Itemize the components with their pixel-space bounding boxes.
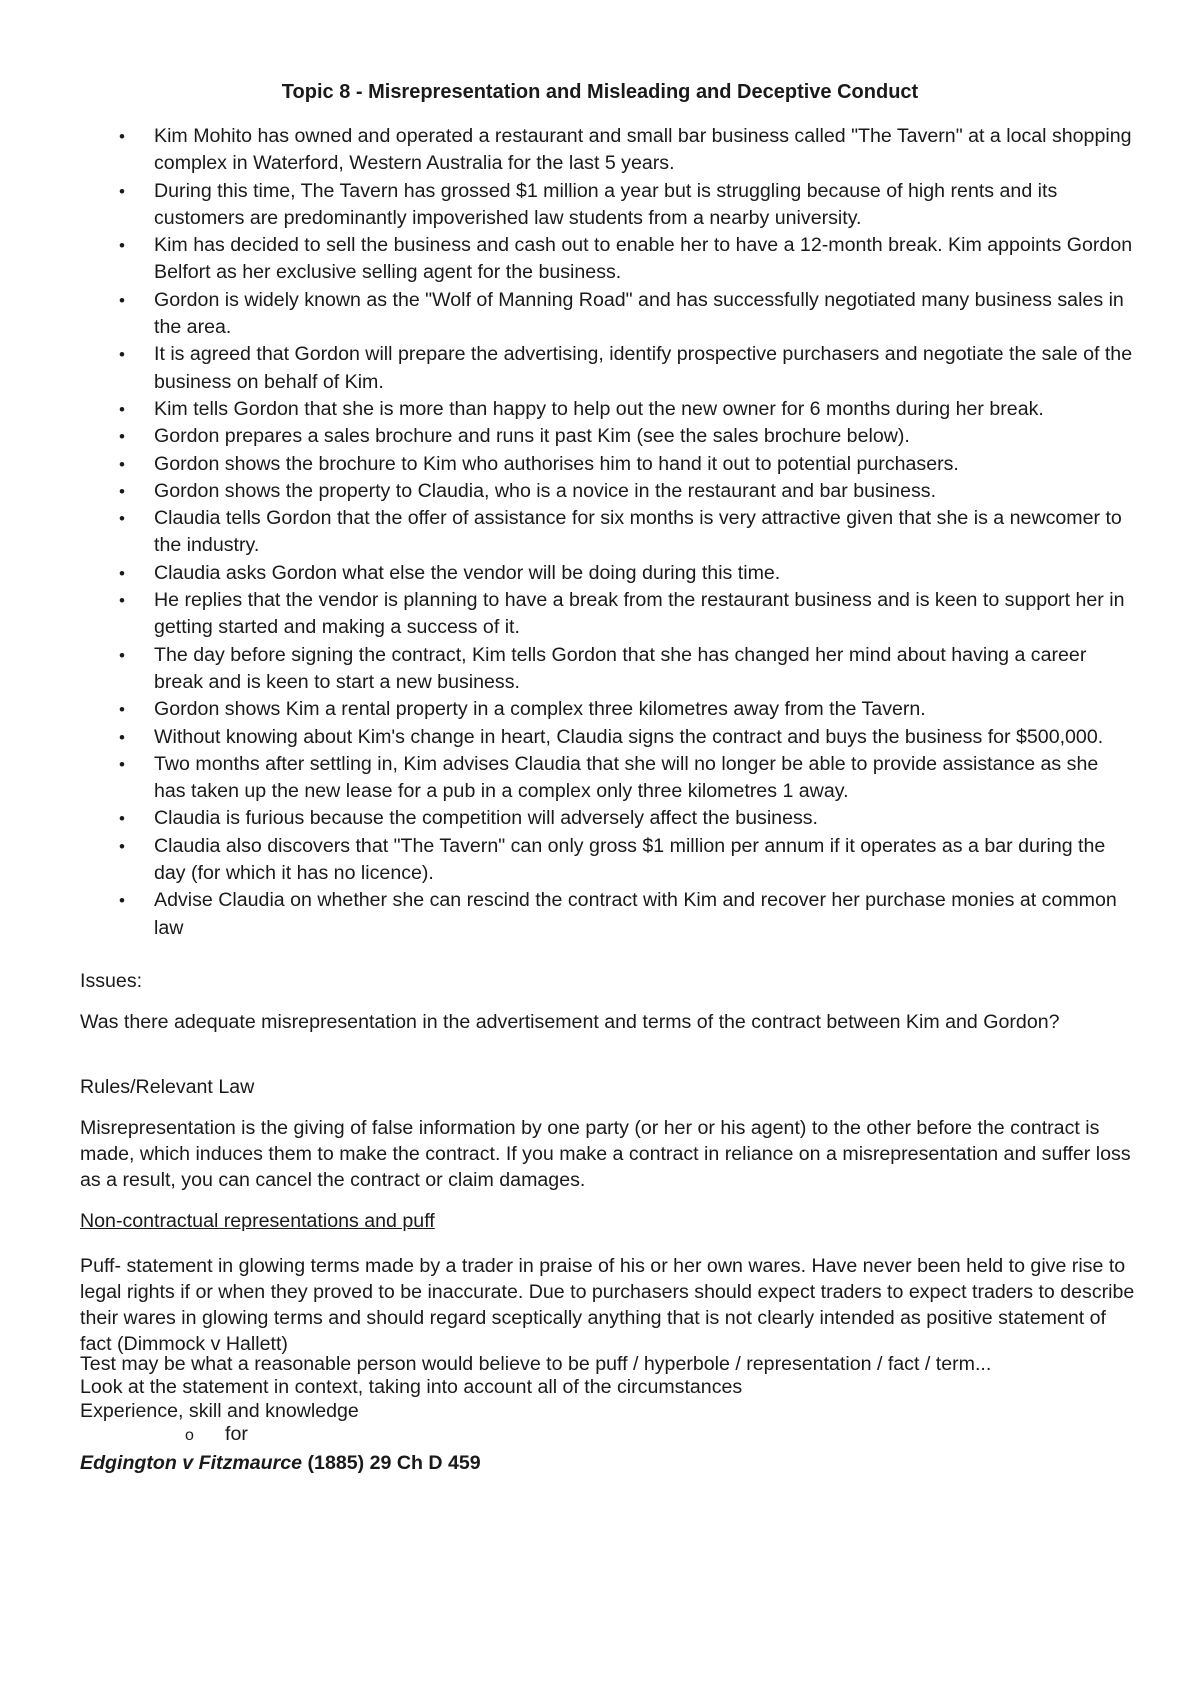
bullet-icon: • [119,754,125,774]
bullet-icon: • [119,591,125,611]
fact-item [112,642,1134,697]
bullet-icon: • [119,509,125,529]
fact-text: Claudia also discovers that "The Tavern" can only gross $1 million per annum if it operates as a bar during the day (for which it has no licence). [154,834,1106,885]
fact-item [112,423,1134,450]
bullet-icon: • [119,809,125,829]
fact-text: Kim Mohito has owned and operated a restaurant and small bar business called "The Tavern" at a local shopping complex in Waterford, Western Australia for the last 5 years. [154,125,1132,175]
bullet-icon: • [119,236,125,256]
issues-heading: Issues: [80,970,143,992]
issues-text: Was there adequate misrepresentation in the advertisement and terms of the contract between Kim and Gordon? [80,1011,1060,1033]
sub-list-item [185,1421,248,1449]
bullet-icon: • [119,645,125,665]
bullet-icon: • [119,563,125,583]
puff-text: Puff- statement in glowing terms made by a trader in praise of his or her own wares. Have never been held to give rise to legal rights if or when they proved to be inaccurate. Due to purchasers should expect traders to expect traders to describe their wares in glowing terms and should regard sceptically anything that is not clearly intended as positive statement of fact (Dimmock v Hallett) [80,1255,1135,1355]
sub-item-text: for [225,1423,248,1445]
bullet-icon: • [119,836,125,856]
fact-item [112,341,1134,396]
bullet-icon: • [119,454,125,474]
fact-text: Gordon shows the brochure to Kim who authorises him to hand it out to potential purchasers. [154,452,959,475]
fact-text: Gordon shows the property to Claudia, who is a novice in the restaurant and bar business. [154,479,937,502]
case-name: Edgington v Fitzmaurce [80,1452,303,1474]
bullet-icon: • [119,127,125,146]
experience-line: Experience, skill and knowledge [80,1400,359,1422]
fact-text: Claudia asks Gordon what else the vendor will be doing during this time. [154,561,781,584]
section-subheading: Non-contractual representations and puff [80,1210,435,1232]
bullet-icon: • [119,700,125,720]
fact-text: Without knowing about Kim's change in heart, Claudia signs the contract and buys the business for $500,000. [154,725,1104,748]
fact-item [112,751,1134,806]
bullet-icon: • [119,481,125,501]
fact-item [112,287,1134,342]
fact-item [112,696,1134,723]
fact-text: Claudia is furious because the competition will adversely affect the business. [154,807,819,830]
bullet-icon: • [119,727,125,747]
fact-item [112,478,1134,505]
fact-item [112,123,1134,178]
fact-text: He replies that the vendor is planning to have a break from the restaurant business and is keen to support her in getting started and making a success of it. [154,589,1125,639]
fact-text: The day before signing the contract, Kim tells Gordon that she has changed her mind about having a career break and is keen to start a new business. [154,643,1087,693]
fact-item [112,724,1134,751]
fact-item [112,833,1134,888]
document-title: Topic 8 - Misrepresentation and Misleading and Deceptive Conduct [281,81,919,103]
bullet-icon: • [119,891,125,911]
fact-text: Kim has decided to sell the business and cash out to enable her to have a 12-month break. Kim appoints Gordon Belfort as her exclusive selling agent for the business. [154,234,1133,284]
fact-item [112,887,1134,942]
fact-item [112,560,1134,587]
bullet-icon: • [119,181,125,201]
sub-bullet-marker: o [185,1427,194,1444]
fact-item [112,451,1134,478]
bullet-icon: • [119,345,125,365]
facts-list [112,123,1134,942]
fact-item [112,178,1134,233]
rules-text: Misrepresentation is the giving of false information by one party (or her or his agent) to the other before the contract is made, which induces them to make the contract. If you make a contract in reliance on a misrepresentation and suffer loss as a result, you can cancel the contract or claim damages. [80,1117,1131,1191]
bullet-icon: • [119,399,125,419]
bullet-icon: • [119,290,125,310]
case-citation: (1885) 29 Ch D 459 [302,1452,481,1474]
fact-text: It is agreed that Gordon will prepare the advertising, identify prospective purchasers and negotiate the sale of the business on behalf of Kim. [154,343,1133,393]
test-line: Test may be what a reasonable person would believe to be puff / hyperbole / representation / fact / term... [80,1353,992,1375]
fact-text: Gordon is widely known as the "Wolf of Manning Road" and has successfully negotiated many business sales in the area. [154,288,1124,339]
case-reference [80,1450,481,1476]
context-line: Look at the statement in context, taking into account all of the circumstances [80,1376,743,1398]
fact-item [112,805,1134,832]
fact-text: Claudia tells Gordon that the offer of assistance for six months is very attractive given that she is a newcomer to the industry. [154,507,1122,557]
fact-text: Gordon prepares a sales brochure and runs it past Kim (see the sales brochure below). [154,425,910,448]
rules-heading: Rules/Relevant Law [80,1076,255,1098]
fact-item [112,587,1134,642]
fact-item [112,232,1134,287]
fact-text: Gordon shows Kim a rental property in a complex three kilometres away from the Tavern. [154,698,926,721]
bullet-icon: • [119,427,125,447]
fact-item [112,396,1134,423]
fact-text: Advise Claudia on whether she can rescind the contract with Kim and recover her purchase monies at common law [154,889,1117,939]
fact-item [112,505,1134,560]
fact-text: Two months after settling in, Kim advises Claudia that she will no longer be able to provide assistance as she has taken up the new lease for a pub in a complex only three kilometres 1 away. [154,752,1099,803]
fact-text: During this time, The Tavern has grossed $1 million a year but is struggling because of high rents and its customers are predominantly impoverished law students from a nearby university. [154,179,1058,229]
fact-text: Kim tells Gordon that she is more than happy to help out the new owner for 6 months during her break. [154,397,1044,420]
